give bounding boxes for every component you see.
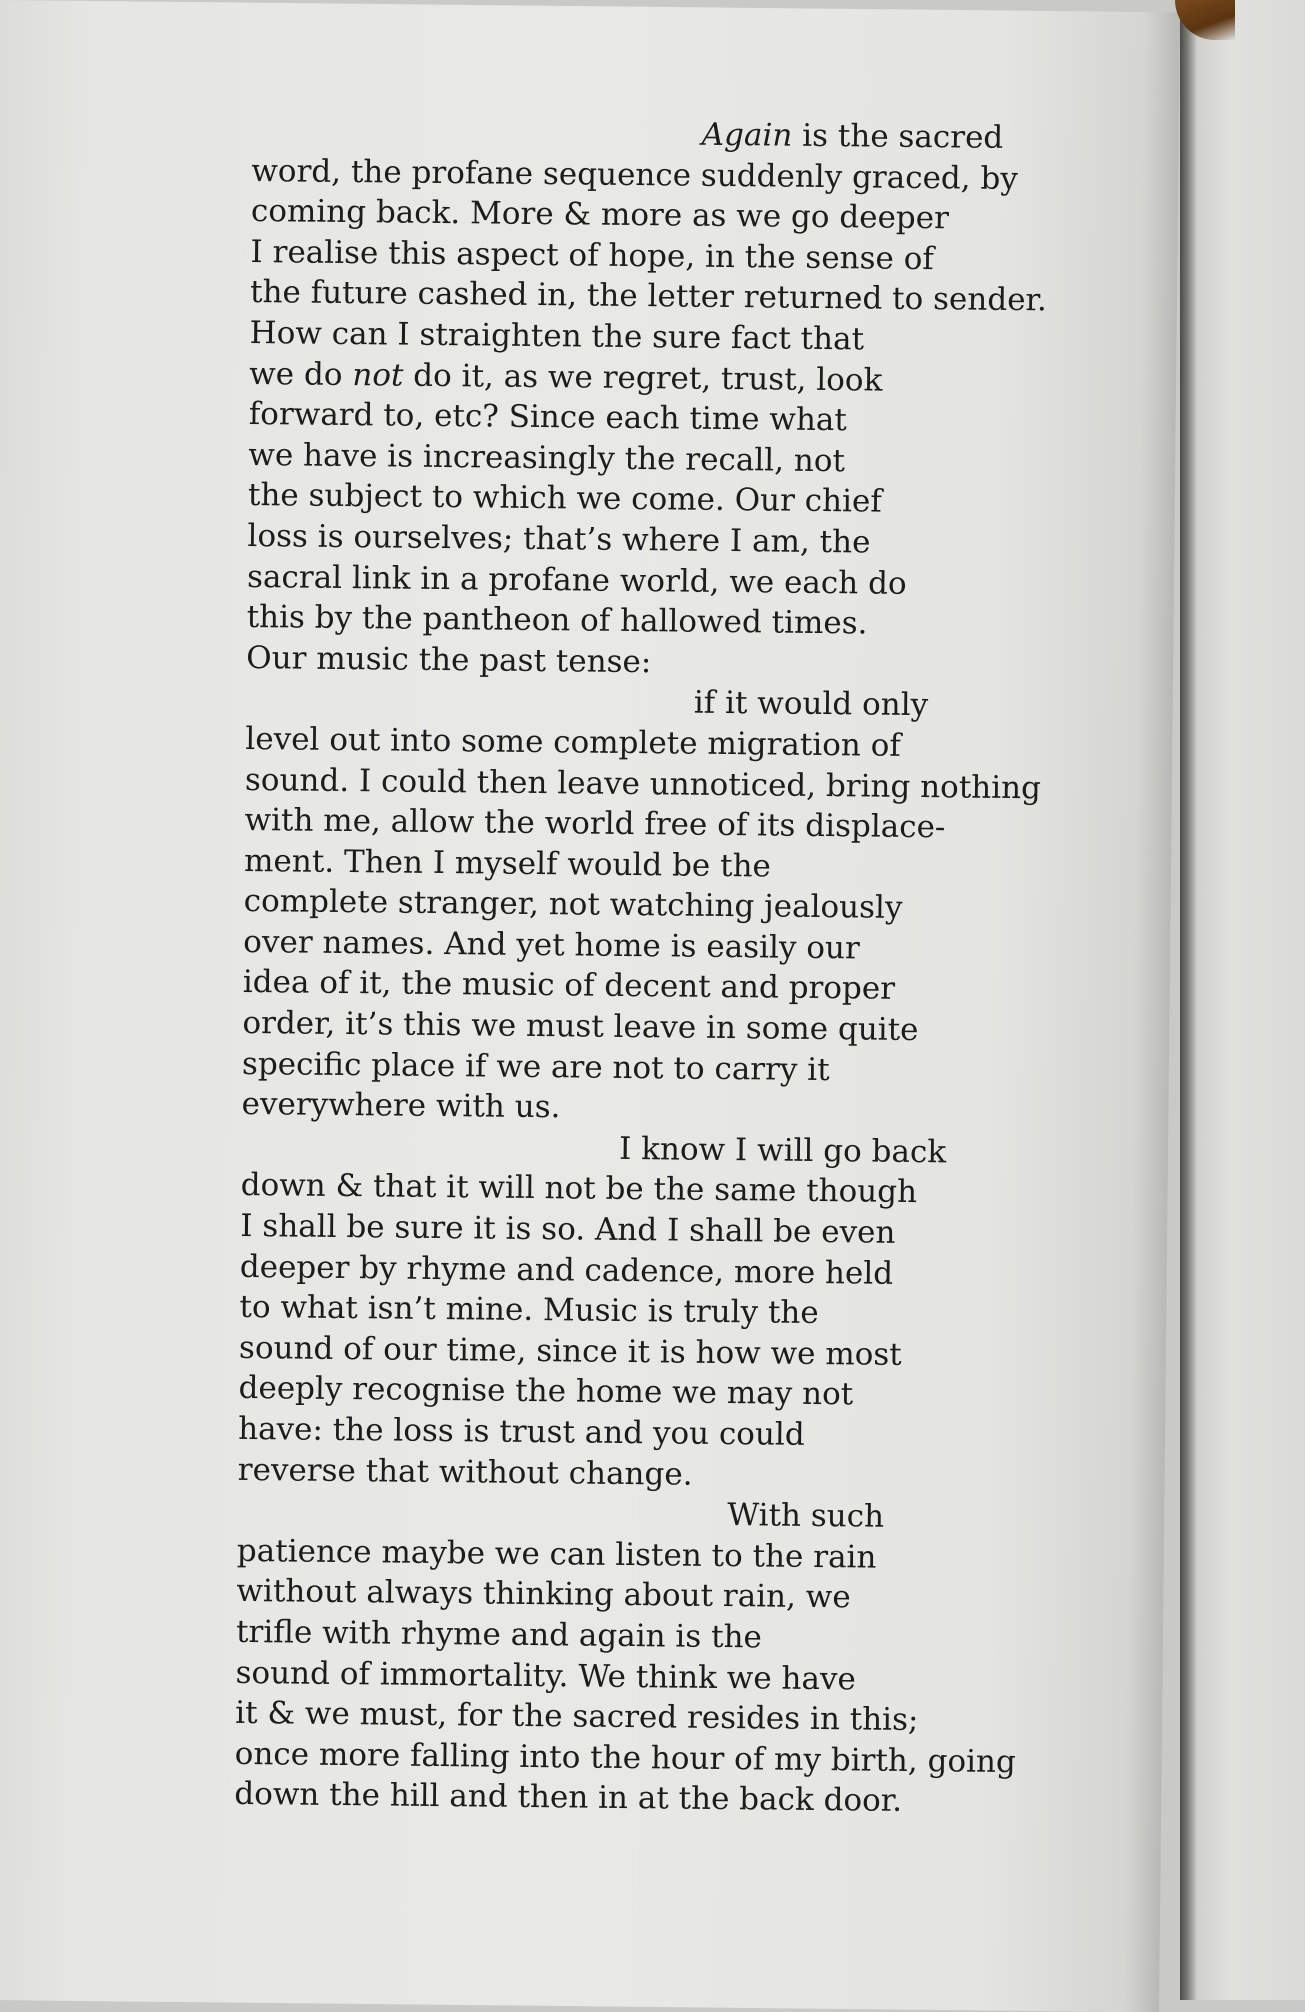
- poem-line: With such: [727, 1497, 885, 1535]
- poem-line: have: the loss is trust and you could: [237, 1410, 805, 1453]
- poem-line: specific place if we are not to carry it: [241, 1045, 830, 1088]
- poem-line: if it would only: [693, 684, 929, 724]
- poem-line: without always thinking about rain, we: [236, 1573, 851, 1616]
- poem-line: coming back. More & more as we go deeper: [250, 193, 950, 237]
- poem-line: level out into some complete migration of: [245, 720, 902, 764]
- poem-line: reverse that without change.: [237, 1451, 693, 1493]
- poem-line: it & we must, for the sacred resides in this;: [235, 1695, 919, 1739]
- poem-line: order, it’s this we must leave in some quite: [242, 1005, 919, 1049]
- poem-line: this by the pantheon of hallowed times.: [246, 599, 868, 642]
- poem-line: down the hill and then in at the back door.: [234, 1776, 903, 1820]
- poem-text: [234, 110, 1052, 1823]
- poem-line: Again is the sacred: [701, 116, 1004, 156]
- poem-line: to what isn’t mine. Music is truly the: [239, 1289, 819, 1332]
- poem-line: we do not do it, as we regret, trust, look: [249, 355, 883, 399]
- poem-line: trifle with rhyme and again is the: [235, 1613, 763, 1656]
- poem-line: sound of our time, since it is how we most: [238, 1329, 902, 1373]
- poem-line: the subject to which we come. Our chief: [247, 477, 882, 520]
- poem-line: patience maybe we can listen to the rain: [236, 1532, 877, 1576]
- poem-line: Our music the past tense:: [246, 639, 652, 680]
- poem-line: forward to, etc? Since each time what: [248, 396, 848, 439]
- poem-line: I realise this aspect of hope, in the sense of: [250, 233, 935, 277]
- facing-page-edge: [1180, 0, 1305, 2000]
- poem-line: word, the profane sequence suddenly graced, by: [251, 152, 1019, 197]
- poem-line: sound of immortality. We think we have: [235, 1654, 857, 1697]
- poem-line: ment. Then I myself would be the: [243, 842, 772, 885]
- poem-line: sound. I could then leave unnoticed, bring nothing: [244, 761, 1042, 806]
- poem-line: once more falling into the hour of my birth, going: [234, 1735, 1017, 1780]
- poem-line: everywhere with us.: [241, 1086, 561, 1126]
- poem-line: the future cashed in, the letter returned to sender.: [249, 274, 1047, 319]
- poem-line: complete stranger, not watching jealously: [243, 883, 903, 927]
- poem-line: with me, allow the world free of its displace-: [244, 802, 946, 846]
- poem-line: How can I straighten the sure fact that: [249, 314, 865, 358]
- poem-line: deeper by rhyme and cadence, more held: [239, 1248, 894, 1292]
- poem-line: idea of it, the music of decent and proper: [242, 964, 896, 1008]
- poem-line: deeply recognise the home we may not: [238, 1370, 854, 1413]
- poem-line: sacral link in a profane world, we each do: [246, 558, 907, 602]
- poem-line: we have is increasingly the recall, not: [248, 436, 846, 479]
- poem-line: I shall be sure it is so. And I shall be even: [240, 1207, 896, 1251]
- poem-line: down & that it will not be the same though: [240, 1167, 918, 1211]
- poem-line: over names. And yet home is easily our: [243, 923, 860, 967]
- poem-line: I know I will go back: [618, 1130, 947, 1171]
- poem-line: loss is ourselves; that’s where I am, the: [247, 517, 871, 561]
